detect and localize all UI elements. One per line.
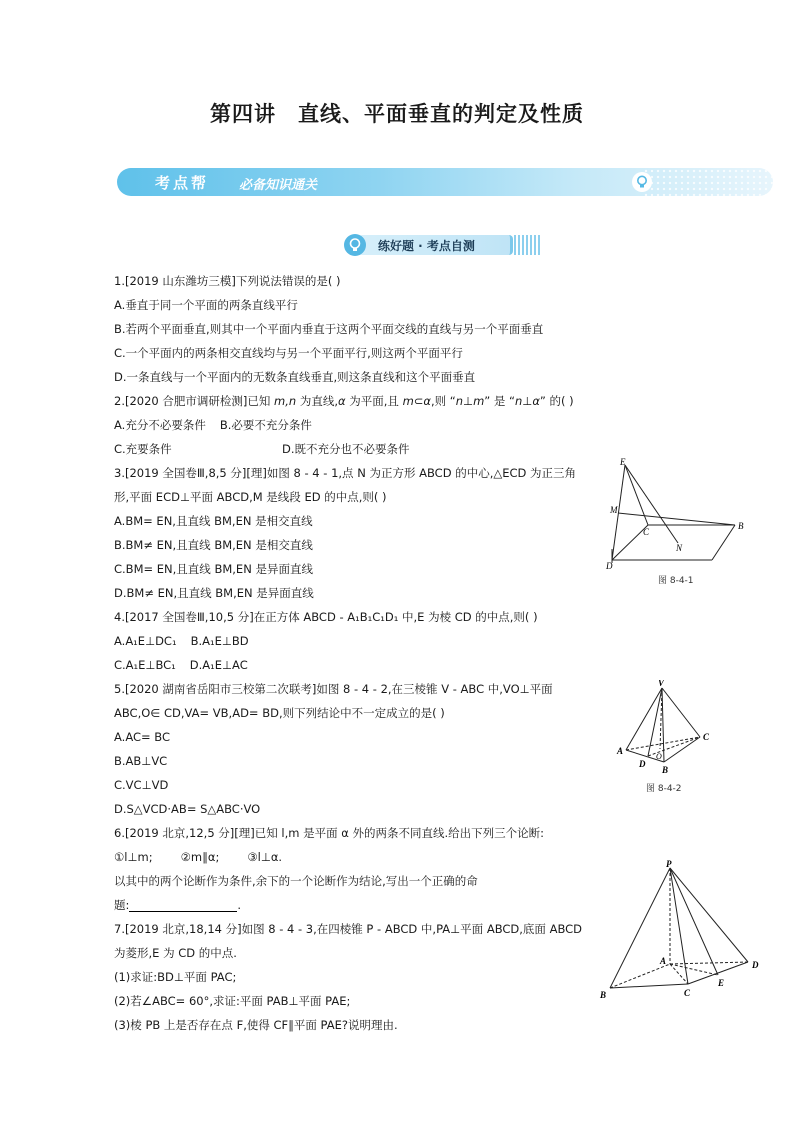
lightbulb-icon	[631, 171, 653, 193]
q5-stem-line2: ABC,O∈ CD,VA= VB,AD= BD,则下列结论中不一定成立的是( )	[114, 706, 445, 720]
q4-option-c: C.A₁E⊥BC₁	[114, 658, 176, 672]
fig2-label-v: V	[658, 680, 665, 688]
q6-answer-blank[interactable]	[129, 897, 237, 912]
q2-option-b: B.必要不充分条件	[219, 418, 312, 432]
section-banner	[117, 168, 773, 196]
sub-section-label: 练好题 · 考点自测	[378, 239, 475, 253]
q7-sub1: (1)求证:BD⊥平面 PAC;	[114, 970, 237, 984]
figure-8-4-3	[596, 860, 776, 1005]
q4-option-a: A.A₁E⊥DC₁	[114, 634, 177, 648]
q2-option-a: A.充分不必要条件	[114, 418, 206, 432]
q6-cond-1: ①l⊥m;	[114, 850, 153, 864]
page-title	[0, 98, 794, 128]
q1-option-c: C.一个平面内的两条相交直线均与另一个平面平行,则这两个平面平行	[114, 346, 463, 360]
q2-option-d: D.既不充分也不必要条件	[282, 442, 410, 456]
q7-sub2: (2)若∠ABC= 60°,求证:平面 PAB⊥平面 PAE;	[114, 994, 351, 1008]
q1-option-a: A.垂直于同一个平面的两条直线平行	[114, 298, 298, 312]
q3-stem-line1: 3.[2019 全国卷Ⅲ,8,5 分][理]如图 8 - 4 - 1,点 N 为正方形 ABCD 的中心,△ECD 为正三角	[114, 466, 577, 480]
q2-option-c: C.充要条件	[114, 442, 172, 456]
fig3-label-d: D	[752, 960, 759, 970]
q5-stem-line1: 5.[2020 湖南省岳阳市三校第二次联考]如图 8 - 4 - 2,在三棱锥 V - ABC 中,VO⊥平面	[114, 682, 553, 696]
fig1-label-m: M	[610, 505, 618, 515]
fig2-label-o: O	[656, 752, 662, 761]
question-list	[114, 269, 594, 1037]
q4-stem: 4.[2017 全国卷Ⅲ,10,5 分]在正方体 ABCD - A₁B₁C₁D₁ 中,E 为棱 CD 的中点,则( )	[114, 610, 538, 624]
q5-option-d: D.S△VCD·AB= S△ABC·VO	[114, 802, 261, 816]
fig3-label-a: A	[660, 956, 667, 966]
q5-option-a: A.AC= BC	[114, 730, 171, 744]
fig3-label-p: P	[666, 860, 672, 869]
q7-sub3: (3)棱 PB 上是否存在点 F,使得 CF∥平面 PAE?说明理由.	[114, 1018, 398, 1032]
q5-option-b: B.AB⊥VC	[114, 754, 168, 768]
fig2-label-a: A	[617, 746, 624, 756]
q4-option-d: D.A₁E⊥AC	[189, 658, 248, 672]
fig2-label-d: D	[639, 759, 646, 769]
fig3-label-b: B	[600, 990, 607, 1000]
banner-label-main: 考点帮	[155, 174, 210, 192]
title-part1: 第四讲	[210, 102, 276, 126]
q4-options-row1	[114, 629, 594, 653]
title-part2: 直线、平面垂直的判定及性质	[298, 102, 584, 126]
q4-options-row2	[114, 653, 594, 677]
q4-option-b: B.A₁E⊥BD	[190, 634, 249, 648]
sub-section-header	[342, 233, 542, 257]
q3-stem-line2: 形,平面 ECD⊥平面 ABCD,M 是线段 ED 的中点,则( )	[114, 490, 387, 504]
q3-option-c: C.BM= EN,且直线 BM,EN 是异面直线	[114, 562, 313, 576]
fig1-label-n: N	[676, 543, 683, 553]
q3-option-a: A.BM= EN,且直线 BM,EN 是相交直线	[114, 514, 313, 528]
fig1-label-c: C	[643, 527, 650, 537]
figure-8-4-1	[600, 455, 760, 590]
fig2-label-c: C	[703, 732, 710, 742]
fig1-label-b: B	[738, 521, 744, 531]
fig3-label-e: E	[718, 978, 725, 988]
fig1-label-d: D	[606, 561, 613, 571]
q1-stem: 1.[2019 山东潍坊三模]下列说法错误的是( )	[114, 274, 341, 288]
fig1-label-e: E	[620, 457, 626, 467]
q6-cond-2: ②m∥α;	[180, 850, 220, 864]
q3-option-d: D.BM≠ EN,且直线 BM,EN 是异面直线	[114, 586, 314, 600]
figure-8-4-2	[612, 680, 732, 795]
banner-label-sub: 必备知识通关	[239, 178, 318, 193]
q1-option-b: B.若两个平面垂直,则其中一个平面内垂直于这两个平面交线的直线与另一个平面垂直	[114, 322, 544, 336]
q7-stem-line2: 为菱形,E 为 CD 的中点.	[114, 946, 237, 960]
q6-cond-3: ③l⊥α.	[247, 850, 283, 864]
q7-stem-line1: 7.[2019 北京,18,14 分]如图 8 - 4 - 3,在四棱锥 P - ABCD 中,PA⊥平面 ABCD,底面 ABCD	[114, 922, 583, 936]
q1-option-d: D.一条直线与一个平面内的无数条直线垂直,则这条直线和这个平面垂直	[114, 370, 476, 384]
fig2-caption: 图 8-4-2	[646, 784, 682, 794]
q6-answer-line: 题: .	[114, 898, 242, 912]
q2-options-row2	[114, 437, 594, 461]
q5-option-c: C.VC⊥VD	[114, 778, 169, 792]
lightbulb-icon	[342, 233, 368, 257]
q3-option-b: B.BM≠ EN,且直线 BM,EN 是相交直线	[114, 538, 313, 552]
q6-stem-line1: 6.[2019 北京,12,5 分][理]已知 l,m 是平面 α 外的两条不同直线.给出下列三个论断:	[114, 826, 545, 840]
q2-options-row1	[114, 413, 594, 437]
q6-conditions	[114, 845, 594, 869]
fig3-label-c: C	[684, 988, 691, 998]
fig1-caption: 图 8-4-1	[658, 576, 694, 586]
fig2-label-b: B	[662, 765, 669, 775]
q6-stem-line3: 以其中的两个论断作为条件,余下的一个论断作为结论,写出一个正确的命	[114, 874, 478, 888]
q2-stem: 2.[2020 合肥市调研检测]已知 m,n 为直线,α 为平面,且 m⊂α,则 “n⊥m” 是 “n⊥α” 的( )	[114, 394, 574, 408]
